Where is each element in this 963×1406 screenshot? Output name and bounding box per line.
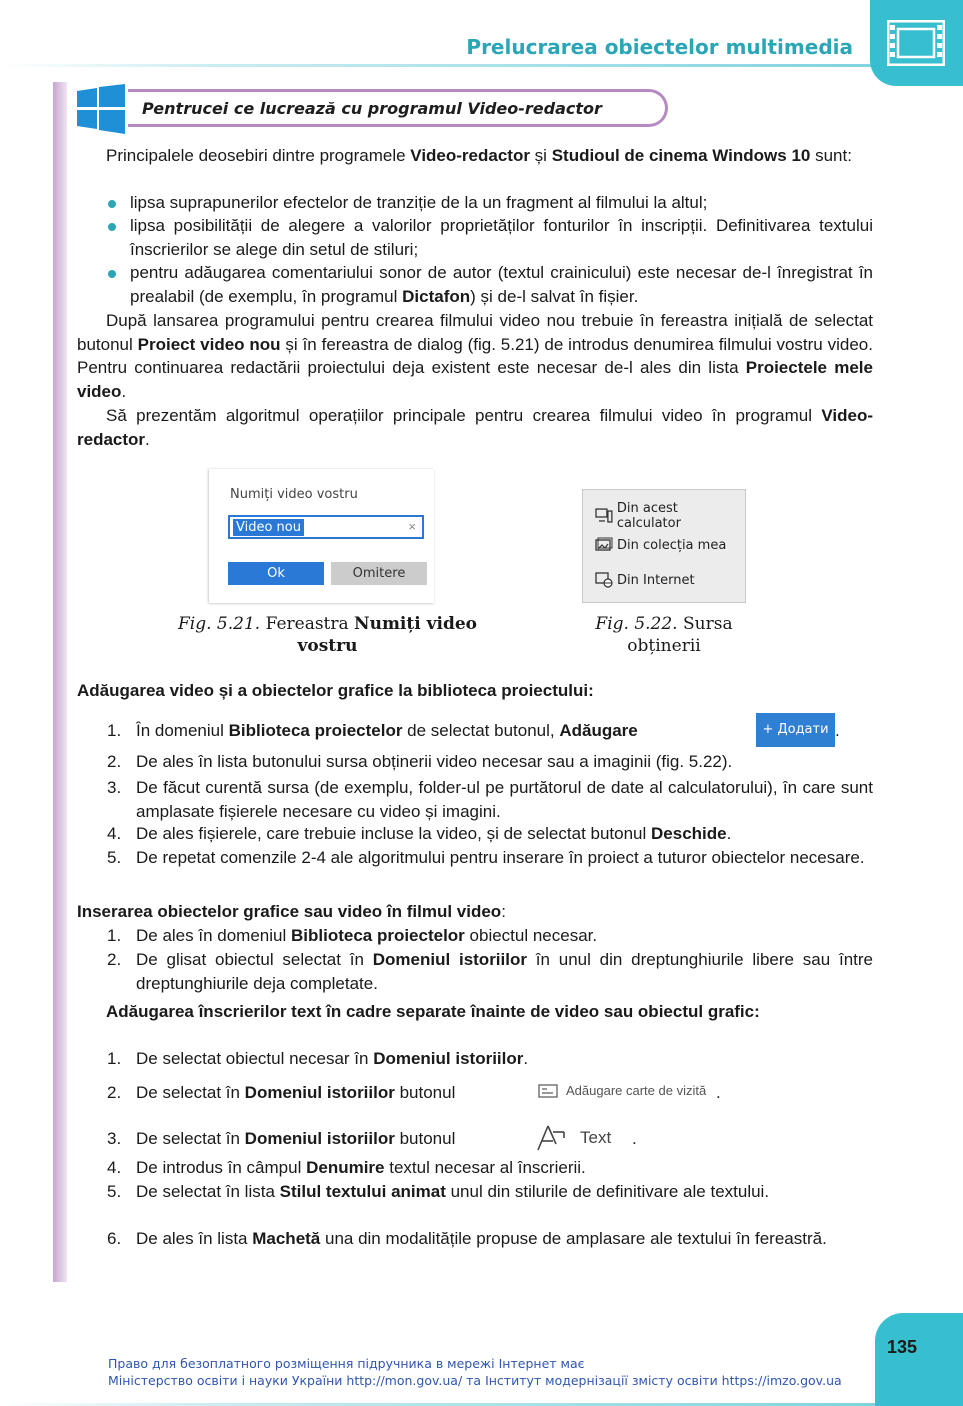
- figure-caption: [570, 613, 758, 657]
- text: sunt:: [810, 146, 852, 165]
- text: ) și de-l salvat în fișier.: [470, 286, 639, 306]
- title-card-icon: [538, 1084, 558, 1098]
- text: butonul: [394, 1129, 456, 1148]
- text: Principalele deosebiri dintre programele: [106, 146, 411, 165]
- menu-item-my-collection[interactable]: [595, 537, 726, 553]
- text: .: [145, 429, 150, 449]
- paragraph: [77, 404, 873, 451]
- name-video-dialog: [209, 469, 434, 603]
- list-item: [136, 1156, 873, 1180]
- text: .: [726, 824, 732, 843]
- input-value: Video nou: [233, 519, 304, 536]
- text: butonul: [394, 1083, 456, 1102]
- bold-term: Stilul textului animat: [279, 1182, 446, 1201]
- text: Fereastra: [260, 614, 355, 634]
- text: În domeniul: [136, 721, 229, 740]
- bullet-dot: [108, 200, 116, 208]
- list-number: 6.: [107, 1229, 122, 1248]
- button-label: Adăugare carte de vizită: [566, 1083, 707, 1098]
- caption-number: Fig. 5.21.: [177, 614, 261, 634]
- text: De ales în lista: [136, 1229, 253, 1248]
- text: De ales în domeniul: [136, 926, 291, 945]
- text: Sursa: [677, 614, 733, 634]
- section-heading: [77, 900, 873, 924]
- bold-term: Studioul de cinema Windows 10: [551, 146, 811, 165]
- bold-term: Dictafon: [402, 286, 471, 306]
- text: De selectat în lista: [136, 1182, 280, 1201]
- punctuation: .: [835, 721, 840, 740]
- text: una din modalitățile propuse de amplasare ale textului în fereastră.: [320, 1229, 827, 1248]
- footer-links-line[interactable]: Міністерство освіти і науки України http://mon.gov.ua/ та Інститут модернізації змісту освіти https://imzo.gov.ua: [108, 1373, 842, 1388]
- bold-term: Video-redactor: [410, 146, 530, 165]
- bold-term: vostru: [297, 636, 358, 656]
- list-item: [136, 1180, 873, 1204]
- page-number: 135: [887, 1337, 918, 1357]
- chapter-badge: [870, 0, 963, 86]
- list-item: [136, 822, 873, 846]
- list-item: [136, 924, 873, 948]
- text: .: [523, 1049, 529, 1068]
- heading-text: Inserarea obiectelor grafice sau video în filmul video: [77, 902, 502, 921]
- list-number: 2.: [107, 950, 122, 969]
- text: De glisat obiectul selectat în: [136, 950, 373, 969]
- bullet-dot: [108, 223, 116, 231]
- list-item: [136, 948, 873, 995]
- list-item: De făcut curentă sursa (de exemplu, folder-ul pe purtătorul de date al calculatorului), în care sunt amplasate fișierele necesare cu video și imagini.: [136, 778, 873, 821]
- clear-icon[interactable]: ×: [408, 519, 416, 534]
- windows-logo-icon: [75, 84, 127, 134]
- bullet-dot: [108, 270, 116, 278]
- list-item: [136, 1047, 873, 1071]
- text: :: [501, 902, 506, 921]
- bold-term: Video-redactor: [77, 406, 873, 449]
- section-heading: [77, 1000, 873, 1024]
- punctuation: .: [716, 1083, 721, 1102]
- computer-icon: [595, 508, 613, 524]
- text: textul necesar al înscrierii.: [384, 1158, 586, 1177]
- text: .: [121, 381, 127, 401]
- text: de selectat butonul,: [402, 721, 560, 740]
- bold-term: Domeniul istoriilor: [244, 1129, 395, 1148]
- text: obiectul necesar.: [464, 926, 598, 945]
- bold-term: Machetă: [252, 1229, 321, 1248]
- list-item: De ales în lista butonului sursa obținerii video necesar sau a imaginii (fig. 5.22).: [136, 752, 733, 771]
- text: și: [529, 146, 552, 165]
- text-button[interactable]: [536, 1124, 611, 1152]
- text: De ales fișierele, care trebuie incluse la video, și de selectat butonul: [136, 824, 652, 843]
- text: După lansarea programului pentru crearea filmului video nou trebuie în fereastra inițială de selectat butonul: [77, 311, 873, 354]
- text: Să prezentăm algoritmul operațiilor principale pentru crearea filmului video în programul: [106, 406, 822, 425]
- header-rule: [0, 64, 880, 67]
- button-label: Text: [580, 1128, 612, 1147]
- bold-term: Proiect video nou: [137, 334, 281, 354]
- list-number: 1.: [107, 1049, 122, 1068]
- bold-term: Domeniul istoriilor: [373, 1049, 524, 1068]
- menu-item-label: Din acest calculator: [616, 501, 681, 531]
- footer-license-line: Право для безоплатного розміщення підручника в мережі Інтернет має: [108, 1356, 585, 1371]
- text: și în fereastra de dialog (fig. 5.21) de introdus denumirea filmului vostru video. Pentru continuarea redactării proiectului deja existent este necesar de-l ales din lista: [77, 334, 873, 377]
- ok-button[interactable]: Ok: [228, 562, 324, 585]
- menu-item-label: Din colecția mea: [617, 537, 727, 553]
- text: unul din stilurile de definitivare ale textului.: [445, 1182, 770, 1201]
- list-item: [136, 1081, 536, 1105]
- video-name-input[interactable]: [228, 515, 424, 539]
- banner-text: Pentrucei ce lucrează cu programul Video-redactor: [142, 99, 602, 118]
- text: pentru adăugarea comentariului sonor de autor (textul crainicului) este necesar de-l înregistrat în prealabil (de exemplu, în programul: [130, 263, 873, 306]
- list-number: 3.: [107, 778, 122, 797]
- list-item: [136, 1127, 536, 1151]
- page-number-badge: [875, 1313, 963, 1406]
- bold-term: Domeniul istoriilor: [244, 1083, 395, 1102]
- bullet-item: lipsa posibilității de alegere a valorilor proprietăților fonturilor în inscripții. Definitivarea textului înscrierilor se alege din setul de stiluri;: [130, 216, 873, 259]
- list-number: 2.: [107, 1083, 122, 1102]
- bold-term: Proiectele mele video: [77, 358, 873, 401]
- bullet-item: lipsa suprapunerilor efectelor de tranziție de la un fragment al filmului la altul;: [130, 193, 708, 212]
- text: De introdus în câmpul: [136, 1158, 307, 1177]
- bold-term: Adăugare: [559, 721, 638, 740]
- add-title-card-button[interactable]: [538, 1083, 706, 1098]
- cancel-button[interactable]: Omitere: [331, 562, 427, 585]
- list-number: 2.: [107, 752, 122, 771]
- picture-icon: [595, 537, 613, 553]
- list-number: 4.: [107, 824, 122, 843]
- text: De selectat în: [136, 1129, 245, 1148]
- bold-term: Deschide: [651, 824, 727, 843]
- text: De selectat în: [136, 1083, 245, 1102]
- punctuation: .: [632, 1129, 637, 1148]
- heading-text: Adăugarea înscrierilor text în cadre separate înainte de video sau obiectul grafic:: [106, 1002, 760, 1021]
- list-number: 1.: [107, 721, 122, 740]
- bold-term: Denumire: [306, 1158, 385, 1177]
- list-item: De repetat comenzile 2-4 ale algoritmului pentru inserare în proiect a tuturor obiectelor necesare.: [136, 848, 865, 867]
- intro-paragraph: [77, 144, 873, 168]
- list-item: [136, 1227, 873, 1251]
- bold-term: Domeniul istoriilor: [372, 950, 527, 969]
- add-button[interactable]: + Додати: [756, 713, 835, 747]
- list-number: 3.: [107, 1129, 122, 1148]
- source-menu: [582, 489, 746, 603]
- margin-bar: [53, 82, 67, 1282]
- section-heading: [77, 679, 873, 703]
- list-number: 5.: [107, 1182, 122, 1201]
- list-number: 4.: [107, 1158, 122, 1177]
- dialog-label: Numiți video vostru: [230, 487, 358, 502]
- menu-item-internet[interactable]: [595, 572, 695, 588]
- bold-term: Biblioteca proiectelor: [228, 721, 403, 740]
- text: De selectat obiectul necesar în: [136, 1049, 374, 1068]
- text: în unul din dreptunghiurile libere sau între dreptunghiurile deja completate.: [136, 950, 873, 993]
- text-icon: [536, 1124, 566, 1152]
- menu-item-this-computer[interactable]: [595, 501, 745, 531]
- text: obținerii: [627, 636, 701, 656]
- film-strip-icon: [887, 20, 945, 66]
- banner-box: [128, 89, 668, 127]
- paragraph: [77, 309, 873, 403]
- bold-term: Biblioteca proiectelor: [290, 926, 465, 945]
- web-image-icon: [595, 572, 613, 588]
- list-number: 1.: [107, 926, 122, 945]
- heading-text: Adăugarea video și a obiectelor grafice la biblioteca proiectului:: [77, 681, 594, 700]
- chapter-title: Prelucrarea obiectelor multimedia: [466, 35, 853, 59]
- bullet-item: [130, 261, 873, 308]
- bold-term: Numiți video: [354, 614, 477, 634]
- figure-caption: [155, 613, 500, 657]
- menu-item-label: Din Internet: [617, 572, 695, 588]
- caption-number: Fig. 5.22.: [595, 614, 678, 634]
- list-number: 5.: [107, 848, 122, 867]
